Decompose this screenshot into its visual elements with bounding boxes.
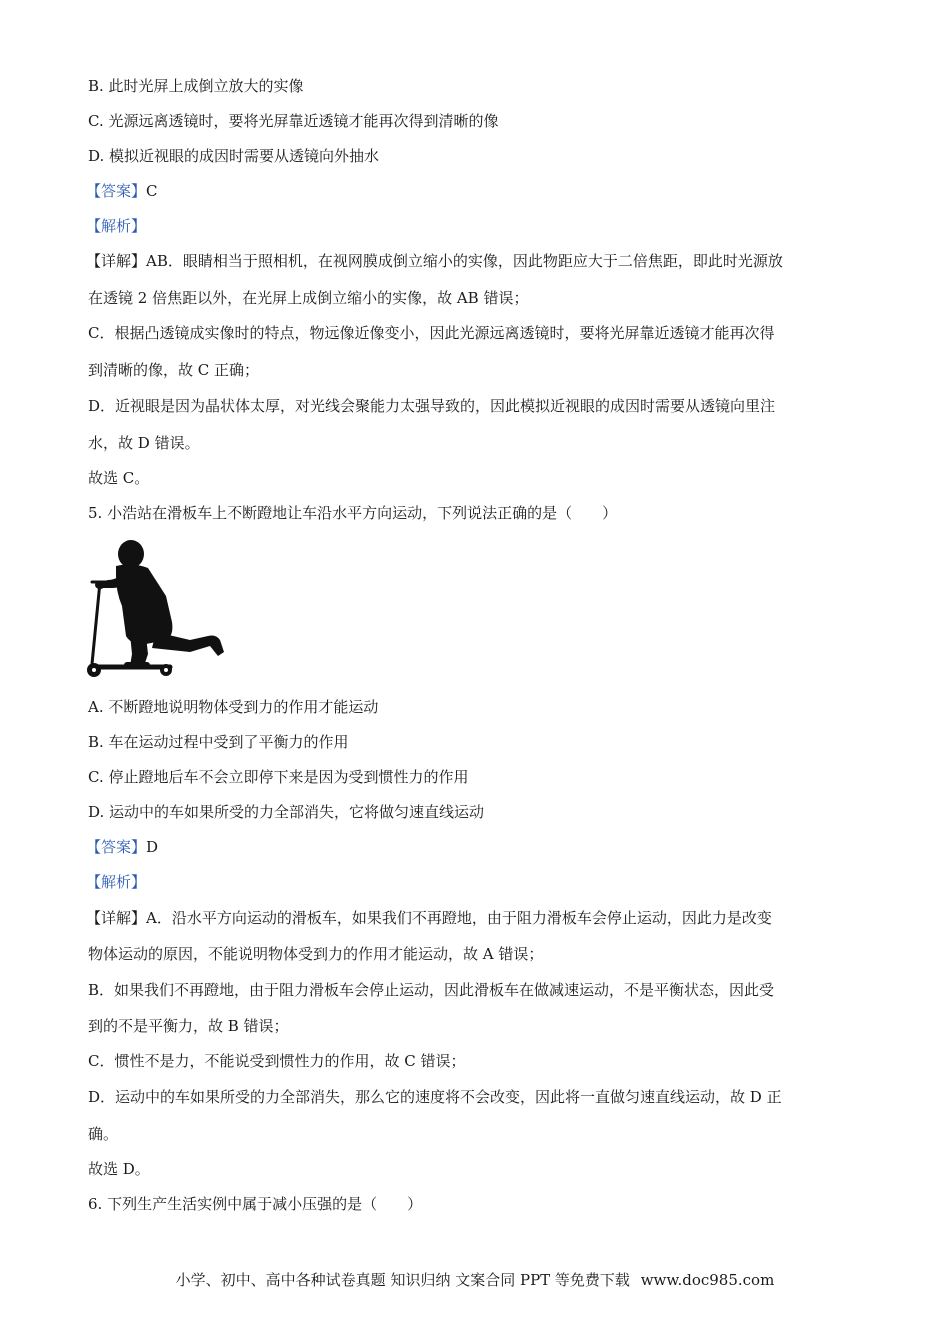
q4-option-d: D. 模拟近视眼的成因时需要从透镜向外抽水 [88, 147, 380, 165]
detail-text: AB．眼睛相当于照相机，在视网膜成倒立缩小的实像，因此物距应大于二倍焦距，即此时光源放 [146, 252, 783, 270]
detail-text: A．沿水平方向运动的滑板车，如果我们不再蹬地，由于阻力滑板车会停止运动，因此力是改变 [146, 909, 772, 927]
q4-detail-line-4: 到清晰的像，故 C 正确； [88, 361, 260, 379]
q5-detail-line-3: B．如果我们不再蹬地，由于阻力滑板车会停止运动，因此滑板车在做减速运动，不是平衡状态，因此受 [88, 981, 775, 999]
q4-detail-line-3: C．根据凸透镜成实像时的特点，物远像近像变小，因此光源远离透镜时，要将光屏靠近透镜才能再次得 [88, 324, 775, 342]
q4-option-b: B. 此时光屏上成倒立放大的实像 [88, 77, 304, 95]
footer-text: 小学、初中、高中各种试卷真题 知识归纳 文案合同 PPT 等免费下载 [175, 1271, 630, 1289]
q5-detail-line-5: C．惯性不是力，不能说受到惯性力的作用，故 C 错误； [88, 1052, 466, 1070]
page-footer [0, 1270, 950, 1290]
q5-option-b: B. 车在运动过程中受到了平衡力的作用 [88, 733, 349, 751]
answer-tag: 【答案】 [86, 838, 147, 856]
analysis-tag: 【解析】 [86, 873, 147, 891]
q4-analysis-heading [86, 216, 146, 236]
q4-option-c: C. 光源远离透镜时，要将光屏靠近透镜才能再次得到清晰的像 [88, 112, 499, 130]
q5-option-d: D. 运动中的车如果所受的力全部消失，它将做匀速直线运动 [88, 803, 485, 821]
q5-option-c: C. 停止蹬地后车不会立即停下来是因为受到惯性力的作用 [88, 768, 469, 786]
answer-value: D [146, 838, 159, 856]
q5-analysis-heading [86, 872, 146, 892]
q5-option-a: A. 不断蹬地说明物体受到力的作用才能运动 [88, 698, 379, 716]
analysis-tag: 【解析】 [86, 217, 147, 235]
detail-tag: 【详解】 [86, 909, 147, 927]
q4-answer [86, 181, 158, 201]
answer-value: C [146, 182, 158, 200]
q5-detail-line-6: D．运动中的车如果所受的力全部消失，那么它的速度将不会改变，因此将一直做匀速直线运动，故 D 正 [88, 1088, 782, 1106]
q4-conclusion: 故选 C。 [88, 469, 150, 487]
q5-conclusion: 故选 D。 [88, 1160, 150, 1178]
footer-url-link[interactable]: www.doc985.com [640, 1271, 775, 1289]
q5-detail-line-7: 确。 [88, 1125, 119, 1143]
q5-stem: 5. 小浩站在滑板车上不断蹬地让车沿水平方向运动，下列说法正确的是（ ） [88, 504, 618, 522]
answer-tag: 【答案】 [86, 182, 147, 200]
q4-detail-line-5: D．近视眼是因为晶状体太厚，对光线会聚能力太强导致的，因此模拟近视眼的成因时需要从透镜向里注 [88, 397, 776, 415]
detail-tag: 【详解】 [86, 252, 147, 270]
q4-detail-line-2: 在透镜 2 倍焦距以外，在光屏上成倒立缩小的实像，故 AB 错误； [88, 289, 529, 307]
q6-stem: 6. 下列生产生活实例中属于减小压强的是（ ） [88, 1195, 423, 1213]
q5-detail-line-1 [86, 908, 772, 928]
q5-detail-line-4: 到的不是平衡力，故 B 错误； [88, 1017, 289, 1035]
q5-detail-line-2: 物体运动的原因，不能说明物体受到力的作用才能运动，故 A 错误； [88, 945, 544, 963]
q5-answer [86, 837, 158, 857]
q4-detail-line-1 [86, 251, 783, 271]
child-on-scooter-silhouette-icon [86, 536, 228, 682]
q4-detail-line-6: 水，故 D 错误。 [88, 434, 200, 452]
